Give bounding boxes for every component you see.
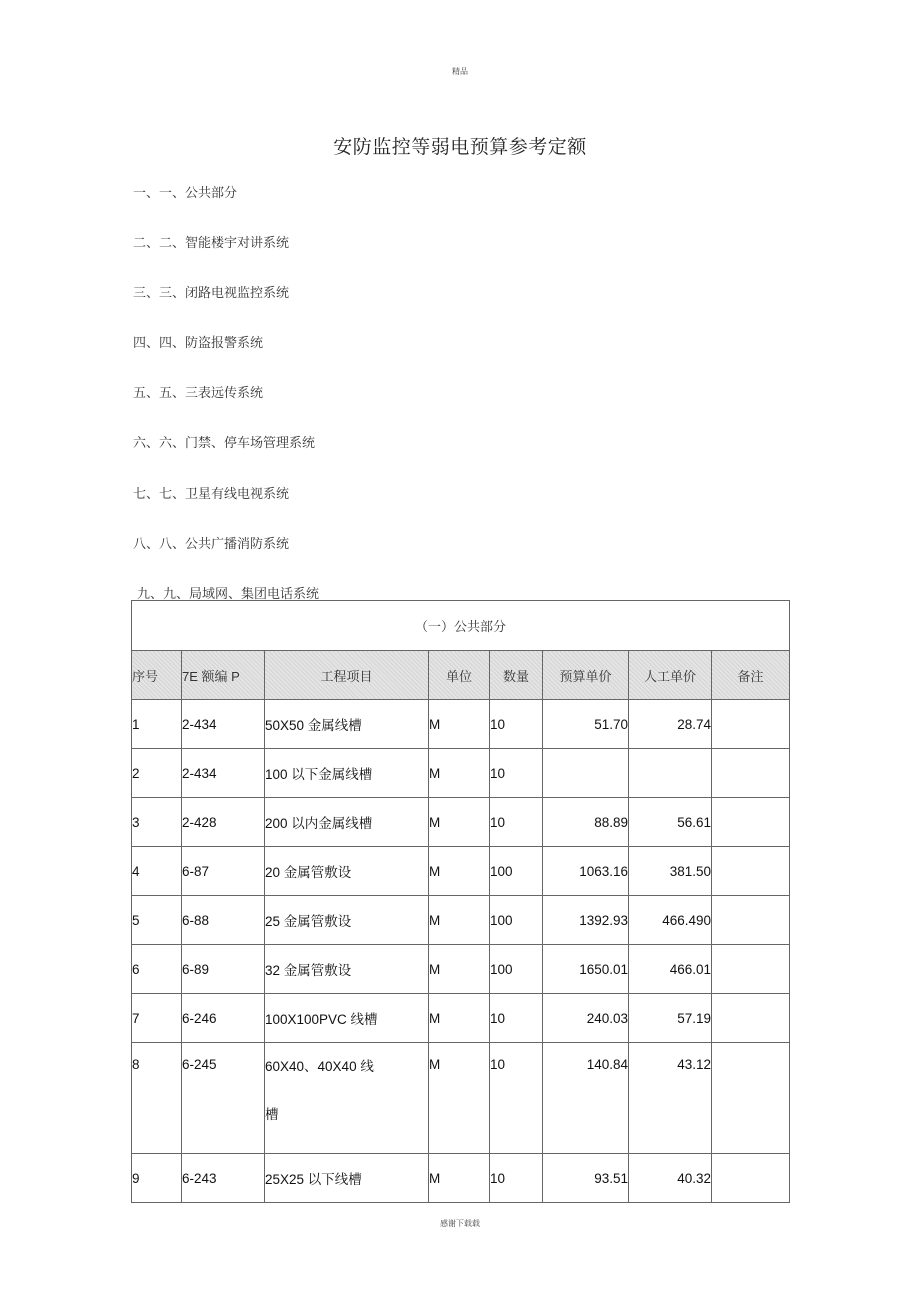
cell-note (712, 847, 790, 896)
table-row (132, 700, 790, 749)
cell-code: 6-243 (182, 1154, 265, 1203)
table-row (132, 749, 790, 798)
cell-price: 88.89 (543, 798, 629, 847)
cell-labor (629, 749, 712, 798)
cell-price: 93.51 (543, 1154, 629, 1203)
cell-item: 25 金属管敷设 (265, 896, 429, 945)
col-header-price: 预算单价 (543, 651, 629, 700)
table-row (132, 994, 790, 1043)
table-row (132, 1043, 790, 1154)
col-header-code-label: 7E 额编 P (182, 668, 240, 684)
cell-price: 51.70 (543, 700, 629, 749)
cell-labor: 40.32 (629, 1154, 712, 1203)
toc-item-8: 八、八、公共广播消防系统 (133, 537, 290, 552)
cell-item: 100X100PVC 线槽 (265, 994, 429, 1043)
cell-labor: 381.50 (629, 847, 712, 896)
cell-qty: 10 (490, 1154, 543, 1203)
cell-code: 2-434 (182, 749, 265, 798)
cell-note (712, 700, 790, 749)
toc-item-4: 四、四、防盗报警系统 (133, 336, 264, 351)
cell-no: 3 (132, 798, 182, 847)
col-header-code (182, 651, 265, 700)
toc-item-9: 九、九、局域网、集团电话系统 (137, 587, 320, 602)
col-header-unit: 单位 (429, 651, 490, 700)
cell-item-line-2: 槽 (265, 1107, 279, 1122)
cell-no: 4 (132, 847, 182, 896)
cell-code: 2-434 (182, 700, 265, 749)
col-header-no: 序号 (132, 651, 182, 700)
cell-price: 1063.16 (543, 847, 629, 896)
cell-unit: M (429, 1154, 490, 1203)
cell-qty: 10 (490, 994, 543, 1043)
cell-qty: 10 (490, 1043, 543, 1154)
cell-qty: 10 (490, 700, 543, 749)
cell-qty: 100 (490, 896, 543, 945)
cell-price: 240.03 (543, 994, 629, 1043)
toc-item-5: 五、五、三表远传系统 (133, 386, 264, 401)
cell-item: 25X25 以下线槽 (265, 1154, 429, 1203)
cell-item: 20 金属管敷设 (265, 847, 429, 896)
cell-labor: 43.12 (629, 1043, 712, 1154)
cell-qty: 10 (490, 798, 543, 847)
toc-item-7: 七、七、卫星有线电视系统 (133, 487, 290, 502)
cell-no: 6 (132, 945, 182, 994)
cell-code: 6-246 (182, 994, 265, 1043)
cell-qty: 100 (490, 847, 543, 896)
document-title: 安防监控等弱电预算参考定额 (333, 136, 587, 158)
cell-unit: M (429, 945, 490, 994)
cell-note (712, 1043, 790, 1154)
table-row (132, 1154, 790, 1203)
cell-no: 7 (132, 994, 182, 1043)
col-header-item: 工程项目 (265, 651, 429, 700)
cell-no: 5 (132, 896, 182, 945)
table-caption: （一）公共部分 (132, 601, 790, 651)
cell-qty: 100 (490, 945, 543, 994)
cell-price (543, 749, 629, 798)
cell-item: 50X50 金属线槽 (265, 700, 429, 749)
cell-code: 6-87 (182, 847, 265, 896)
table-header-row (132, 651, 790, 700)
col-header-qty: 数量 (490, 651, 543, 700)
cell-unit: M (429, 896, 490, 945)
toc-item-6: 六、六、门禁、停车场管理系统 (133, 436, 316, 451)
cell-note (712, 896, 790, 945)
col-header-note: 备注 (712, 651, 790, 700)
cell-item-line-1: 60X40、40X40 线 (265, 1059, 374, 1074)
cell-labor: 466.01 (629, 945, 712, 994)
cell-qty: 10 (490, 749, 543, 798)
cell-item: 200 以内金属线槽 (265, 798, 429, 847)
page-header: 精品 (452, 67, 468, 76)
cell-labor: 56.61 (629, 798, 712, 847)
cell-unit: M (429, 798, 490, 847)
cell-note (712, 994, 790, 1043)
table-row (132, 798, 790, 847)
budget-table (131, 600, 790, 1203)
toc-item-1: 一、一、公共部分 (133, 186, 238, 201)
cell-no: 2 (132, 749, 182, 798)
page-footer: 感谢下载载 (440, 1219, 480, 1228)
table-row (132, 945, 790, 994)
table-row (132, 847, 790, 896)
cell-unit: M (429, 994, 490, 1043)
cell-no: 8 (132, 1043, 182, 1154)
cell-labor: 57.19 (629, 994, 712, 1043)
cell-note (712, 798, 790, 847)
cell-price: 140.84 (543, 1043, 629, 1154)
cell-unit: M (429, 1043, 490, 1154)
cell-code: 2-428 (182, 798, 265, 847)
cell-price: 1392.93 (543, 896, 629, 945)
cell-unit: M (429, 749, 490, 798)
cell-item: 32 金属管敷设 (265, 945, 429, 994)
cell-labor: 466.490 (629, 896, 712, 945)
cell-note (712, 1154, 790, 1203)
cell-item: 100 以下金属线槽 (265, 749, 429, 798)
table-row (132, 896, 790, 945)
cell-unit: M (429, 847, 490, 896)
cell-no: 1 (132, 700, 182, 749)
toc-item-2: 二、二、智能楼宇对讲系统 (133, 236, 290, 251)
cell-code: 6-89 (182, 945, 265, 994)
col-header-labor: 人工单价 (629, 651, 712, 700)
cell-item (265, 1043, 429, 1154)
cell-code: 6-88 (182, 896, 265, 945)
toc-item-3: 三、三、闭路电视监控系统 (133, 286, 290, 301)
cell-note (712, 749, 790, 798)
cell-no: 9 (132, 1154, 182, 1203)
cell-unit: M (429, 700, 490, 749)
cell-price: 1650.01 (543, 945, 629, 994)
cell-code: 6-245 (182, 1043, 265, 1154)
cell-note (712, 945, 790, 994)
cell-labor: 28.74 (629, 700, 712, 749)
